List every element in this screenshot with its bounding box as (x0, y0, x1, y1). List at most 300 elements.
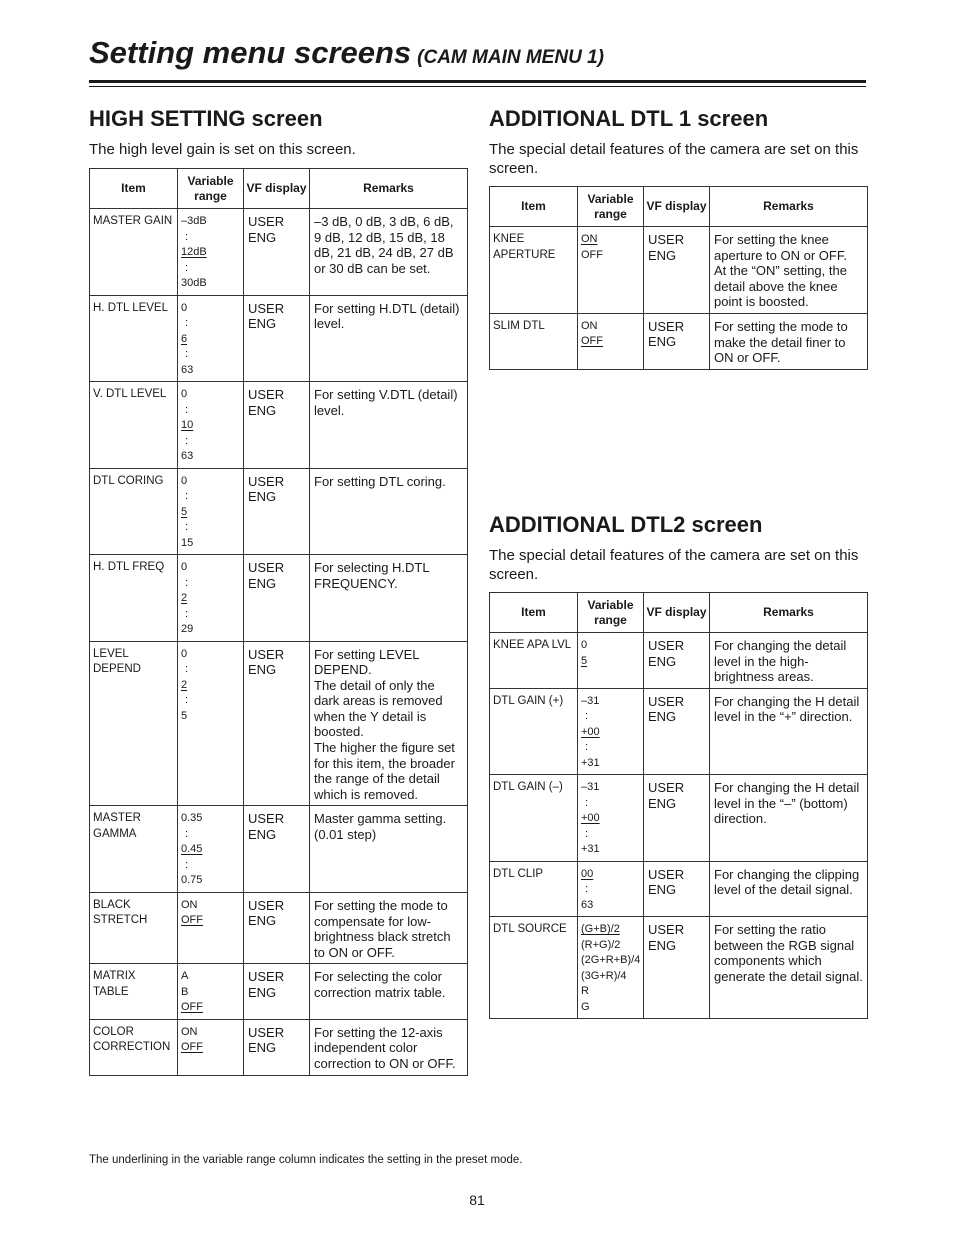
range-value (581, 796, 640, 812)
vf-value: USER (648, 780, 685, 796)
table-header-row (490, 187, 868, 227)
dtl1-heading: ADDITIONAL DTL 1 screen (489, 106, 769, 131)
remarks-text: For setting the mode to make the detail finer to ON or OFF. (714, 318, 848, 366)
table-header-row (90, 169, 468, 209)
table-row (90, 641, 468, 806)
remarks-cell (310, 1019, 468, 1075)
high-setting-table (89, 168, 468, 1076)
range-value (581, 709, 640, 725)
table-row (90, 468, 468, 555)
range-value (581, 1000, 640, 1016)
vf-value: ENG (248, 913, 277, 929)
range-cell (578, 775, 644, 862)
range-cell (578, 861, 644, 917)
preset-value: (G+B)/2 (581, 923, 620, 936)
range-line: 0 (181, 561, 188, 573)
remarks-text: The detail of only the dark areas is removed when the Y detail is boosted. (314, 677, 443, 740)
vf-cell (244, 295, 310, 382)
remarks-text: At the “ON” setting, the detail above the knee point is boosted. (714, 263, 847, 310)
range-line: : (585, 827, 589, 840)
range-value (181, 332, 240, 348)
vf-value: USER (648, 638, 685, 653)
col-header-range: Variable range (578, 593, 644, 633)
remarks-cell (310, 964, 468, 1020)
range-value (581, 248, 640, 264)
range-line: –3dB (181, 215, 207, 227)
remarks-cell (710, 633, 868, 689)
range-value (181, 678, 240, 694)
remarks-text: The higher the figure set for this item, the broader the range of the detail which is removed. (314, 740, 455, 802)
page-title-main: Setting menu screens (89, 35, 412, 70)
table-row (90, 209, 468, 296)
range-value (181, 1025, 240, 1041)
vf-value: ENG (248, 575, 277, 591)
dtl2-heading: ADDITIONAL DTL2 screen (489, 512, 763, 537)
table-row (90, 382, 468, 469)
remarks-cell (310, 382, 468, 469)
range-line: G (581, 1000, 590, 1013)
range-line: : (185, 858, 189, 871)
vf-value: USER (248, 300, 285, 316)
range-line: : (185, 694, 189, 706)
remarks-cell (310, 892, 468, 963)
range-value (181, 576, 240, 592)
range-line: 30dB (181, 277, 207, 289)
vf-value: ENG (248, 826, 277, 842)
range-cell (178, 382, 244, 469)
range-value (181, 622, 240, 638)
range-line: : (585, 710, 589, 723)
page-subtitle: (CAM MAIN MENU 1) (417, 47, 604, 68)
range-value (181, 858, 240, 874)
range-value (181, 316, 240, 332)
range-value (581, 827, 640, 843)
remarks-text: For setting H.DTL (detail) level. (314, 300, 460, 332)
vf-value: ENG (248, 229, 277, 245)
preset-value: ON (581, 233, 598, 245)
col-header-remarks: Remarks (310, 169, 468, 209)
range-value (581, 898, 640, 914)
range-value (181, 827, 240, 843)
range-value (581, 811, 640, 827)
preset-value: +00 (581, 812, 600, 825)
range-cell (178, 1019, 244, 1075)
range-line: 0 (181, 301, 188, 314)
high-setting-heading: HIGH SETTING screen (89, 106, 323, 131)
range-value (181, 434, 240, 450)
range-value (181, 591, 240, 607)
range-line: : (185, 607, 189, 620)
vf-cell (644, 633, 710, 689)
item-cell: MASTER GAIN (90, 209, 178, 296)
vf-value: USER (248, 387, 285, 402)
remarks-text: For setting the 12-axis independent color correction to ON or OFF. (314, 1024, 456, 1071)
remarks-cell (310, 555, 468, 642)
vf-value: USER (648, 318, 685, 334)
range-cell (578, 313, 644, 369)
page-number: 81 (469, 1192, 485, 1208)
item-cell: DTL SOURCE (490, 917, 578, 1019)
vf-cell (244, 209, 310, 296)
range-line: 5 (181, 709, 188, 722)
range-value (581, 334, 640, 350)
range-line: –31 (581, 694, 600, 707)
range-value (581, 984, 640, 1000)
vf-cell (644, 861, 710, 917)
vf-cell (244, 1019, 310, 1075)
remarks-text: For changing the clipping level of the detail signal. (714, 866, 860, 898)
preset-value: OFF (581, 335, 603, 348)
remarks-cell (310, 468, 468, 555)
range-value (581, 725, 640, 741)
remarks-cell (710, 688, 868, 775)
range-value (181, 301, 240, 317)
remarks-text: For setting V.DTL (detail) level. (314, 387, 458, 418)
col-header-item: Item (90, 169, 178, 209)
vf-value: ENG (648, 882, 677, 898)
table-row (90, 806, 468, 893)
range-value (581, 969, 640, 985)
range-line: 0 (181, 474, 188, 487)
remarks-text: For changing the detail level in the high-brightness areas. (714, 638, 847, 685)
vf-value: USER (248, 473, 285, 489)
range-line: : (185, 576, 189, 589)
range-line: ON (181, 1025, 198, 1038)
range-line: R (581, 985, 589, 998)
table-row (490, 313, 868, 369)
range-value (181, 898, 240, 914)
dtl1-table (489, 186, 868, 370)
remarks-text: For setting the knee aperture to ON or OFF. (714, 232, 847, 263)
vf-cell (244, 892, 310, 963)
range-line: –31 (581, 781, 600, 794)
range-value (181, 536, 240, 552)
range-value (181, 276, 240, 292)
title-rule-thin (89, 86, 866, 87)
vf-value: ENG (248, 489, 277, 504)
range-value (181, 560, 240, 576)
range-line: : (585, 883, 589, 896)
range-value (581, 842, 640, 858)
range-value (181, 418, 240, 434)
range-line: 0.75 (181, 874, 203, 887)
range-value (181, 474, 240, 490)
remarks-text: –3 dB, 0 dB, 3 dB, 6 dB, 9 dB, 12 dB, 15 dB, 18 dB, 21 dB, 24 dB, 27 dB or 30 dB can be set. (314, 214, 454, 276)
vf-value: ENG (648, 937, 677, 953)
range-line: : (585, 741, 589, 754)
range-cell (178, 964, 244, 1020)
item-cell: DTL CORING (90, 468, 178, 555)
remarks-cell (710, 917, 868, 1019)
item-cell: H. DTL FREQ (90, 555, 178, 642)
vf-value: USER (248, 560, 285, 575)
vf-value: USER (648, 922, 685, 938)
range-value (581, 638, 640, 654)
item-cell: KNEE APERTURE (490, 227, 578, 314)
table-row (490, 861, 868, 917)
table-row (490, 688, 868, 775)
title-rule (89, 80, 866, 83)
range-value (181, 505, 240, 521)
range-value (181, 1040, 240, 1056)
table-row (90, 1019, 468, 1075)
vf-value: USER (648, 866, 685, 882)
range-value (181, 647, 240, 663)
remarks-cell (310, 295, 468, 382)
item-cell: LEVEL DEPEND (90, 641, 178, 806)
vf-cell (644, 775, 710, 862)
vf-cell (244, 382, 310, 469)
item-cell: V. DTL LEVEL (90, 382, 178, 469)
range-line: 63 (181, 363, 194, 376)
range-value (581, 232, 640, 248)
range-value (181, 693, 240, 709)
range-cell (178, 892, 244, 963)
range-value (181, 662, 240, 678)
range-value (181, 873, 240, 889)
vf-value: ENG (248, 316, 277, 331)
vf-value: USER (248, 1024, 285, 1040)
range-cell (578, 688, 644, 775)
dtl2-intro: The special detail features of the camera are set on this screen. (489, 547, 859, 583)
dtl2-table (489, 592, 868, 1019)
remarks-text: Master gamma setting. (0.01 step) (314, 811, 447, 843)
col-header-range: Variable range (578, 187, 644, 227)
remarks-cell (310, 209, 468, 296)
range-value (581, 938, 640, 954)
preset-value: 10 (181, 419, 194, 431)
preset-value: 5 (181, 505, 188, 518)
remarks-cell (710, 313, 868, 369)
vf-cell (644, 313, 710, 369)
range-line: 0 (581, 639, 588, 651)
table-row (490, 775, 868, 862)
vf-value: USER (248, 811, 285, 827)
preset-value: 0.45 (181, 843, 203, 856)
range-value (181, 842, 240, 858)
vf-cell (644, 917, 710, 1019)
remarks-cell (710, 227, 868, 314)
col-header-remarks: Remarks (710, 593, 868, 633)
vf-value: USER (248, 969, 285, 985)
range-value (181, 709, 240, 725)
remarks-cell (310, 806, 468, 893)
vf-cell (244, 468, 310, 555)
preset-value: 2 (181, 678, 188, 691)
range-value (181, 403, 240, 419)
range-line: : (185, 403, 189, 416)
item-cell: H. DTL LEVEL (90, 295, 178, 382)
range-value (181, 347, 240, 363)
item-cell: DTL CLIP (490, 861, 578, 917)
table-row (90, 295, 468, 382)
preset-value: 2 (181, 592, 188, 604)
col-header-vf: VF display (244, 169, 310, 209)
item-cell: COLOR CORRECTION (90, 1019, 178, 1075)
table-row (90, 892, 468, 963)
range-line: (2G+R+B)/4 (581, 954, 641, 967)
high-setting-intro: The high level gain is set on this screen. (89, 141, 356, 158)
vf-value: USER (248, 897, 285, 913)
range-value (181, 1000, 240, 1016)
range-line: : (185, 317, 189, 329)
table-header-row (490, 593, 868, 633)
range-value (581, 882, 640, 898)
remarks-text: For changing the H detail level in the “–” (bottom) direction. (714, 780, 860, 827)
vf-cell (244, 964, 310, 1020)
col-header-vf: VF display (644, 593, 710, 633)
col-header-range: Variable range (178, 169, 244, 209)
range-cell (178, 295, 244, 382)
range-cell (178, 806, 244, 893)
remarks-text: For setting the ratio between the RGB signal components which generate the detail signal. (714, 922, 863, 985)
vf-value: USER (248, 646, 285, 662)
range-line: : (185, 348, 189, 360)
remarks-text: For setting DTL coring. (314, 473, 446, 489)
range-line: +31 (581, 756, 600, 769)
range-line: 0 (181, 647, 188, 660)
preset-value: OFF (181, 1001, 203, 1014)
remarks-text: For changing the H detail level in the “+” direction. (714, 693, 860, 725)
preset-value: 12dB (181, 246, 207, 258)
vf-value: USER (248, 214, 285, 229)
range-line: +31 (581, 843, 600, 856)
range-line: 29 (181, 623, 194, 635)
range-line: (R+G)/2 (581, 938, 621, 951)
range-value (181, 245, 240, 261)
range-value (581, 953, 640, 969)
range-value (581, 694, 640, 710)
table-row (490, 633, 868, 689)
vf-value: ENG (648, 653, 677, 669)
range-value (181, 489, 240, 505)
preset-value: OFF (181, 914, 203, 927)
range-value (581, 922, 640, 938)
range-line: 63 (181, 450, 194, 462)
range-line: ON (581, 319, 598, 332)
range-cell (578, 227, 644, 314)
remarks-text: For selecting H.DTL FREQUENCY. (314, 560, 430, 591)
range-cell (178, 641, 244, 806)
range-value (181, 969, 240, 985)
vf-value: ENG (248, 1040, 277, 1056)
range-value (181, 230, 240, 246)
range-cell (178, 209, 244, 296)
range-line: ON (181, 898, 198, 911)
remarks-cell (310, 641, 468, 806)
range-value (181, 387, 240, 403)
range-value (181, 363, 240, 379)
range-line: : (185, 490, 189, 502)
remarks-cell (710, 861, 868, 917)
table-row (490, 917, 868, 1019)
range-line: : (185, 663, 189, 675)
item-cell: SLIM DTL (490, 313, 578, 369)
vf-value: ENG (248, 662, 277, 677)
range-value (181, 261, 240, 277)
range-cell (578, 917, 644, 1019)
range-line: : (185, 521, 189, 533)
range-cell (178, 555, 244, 642)
vf-value: ENG (648, 709, 677, 725)
item-cell: KNEE APA LVL (490, 633, 578, 689)
range-cell (578, 633, 644, 689)
col-header-vf: VF display (644, 187, 710, 227)
vf-value: ENG (648, 334, 677, 350)
vf-value: ENG (648, 247, 677, 263)
vf-cell (644, 688, 710, 775)
vf-cell (244, 806, 310, 893)
vf-value: ENG (248, 402, 277, 418)
range-value (581, 740, 640, 756)
table-row (90, 555, 468, 642)
preset-value: +00 (581, 725, 600, 738)
item-cell: MASTER GAMMA (90, 806, 178, 893)
vf-cell (244, 555, 310, 642)
range-value (181, 520, 240, 536)
range-value (581, 319, 640, 335)
range-line: 0.35 (181, 812, 203, 825)
preset-value: 6 (181, 332, 188, 345)
col-header-item: Item (490, 187, 578, 227)
table-row (490, 227, 868, 314)
col-header-item: Item (490, 593, 578, 633)
col-header-remarks: Remarks (710, 187, 868, 227)
range-value (581, 654, 640, 670)
range-value (181, 607, 240, 623)
table-row (90, 964, 468, 1020)
vf-cell (244, 641, 310, 806)
range-line: A (181, 970, 189, 983)
range-line: B (181, 985, 189, 998)
range-line: 63 (581, 898, 594, 911)
range-value (581, 756, 640, 772)
range-value (181, 449, 240, 465)
range-value (181, 985, 240, 1001)
dtl1-intro: The special detail features of the camera are set on this screen. (489, 141, 859, 177)
item-cell: BLACK STRETCH (90, 892, 178, 963)
preset-value: OFF (181, 1041, 203, 1054)
range-cell (178, 468, 244, 555)
remarks-cell (710, 775, 868, 862)
item-cell: DTL GAIN (–) (490, 775, 578, 862)
remarks-text: For selecting the color correction matrix table. (314, 969, 446, 1000)
range-line: : (185, 230, 189, 243)
range-value (181, 913, 240, 929)
range-value (181, 214, 240, 230)
remarks-text: For setting the mode to compensate for low-brightness black stretch to ON or OFF. (314, 897, 451, 960)
vf-value: ENG (648, 795, 677, 811)
vf-cell (644, 227, 710, 314)
item-cell: DTL GAIN (+) (490, 688, 578, 775)
range-line: : (585, 796, 589, 809)
vf-value: USER (648, 693, 685, 709)
range-line: (3G+R)/4 (581, 969, 627, 982)
preset-value: 00 (581, 867, 594, 880)
range-value (581, 867, 640, 883)
range-line: : (185, 434, 189, 447)
range-value (181, 811, 240, 827)
range-line: : (185, 261, 189, 274)
range-value (581, 780, 640, 796)
range-line: 15 (181, 536, 194, 549)
footnote: The underlining in the variable range column indicates the setting in the preset mode. (89, 1154, 523, 1166)
vf-value: USER (648, 232, 685, 247)
item-cell: MATRIX TABLE (90, 964, 178, 1020)
range-line: : (185, 827, 189, 840)
remarks-text: For setting LEVEL DEPEND. (314, 646, 420, 678)
range-line: OFF (581, 248, 603, 261)
